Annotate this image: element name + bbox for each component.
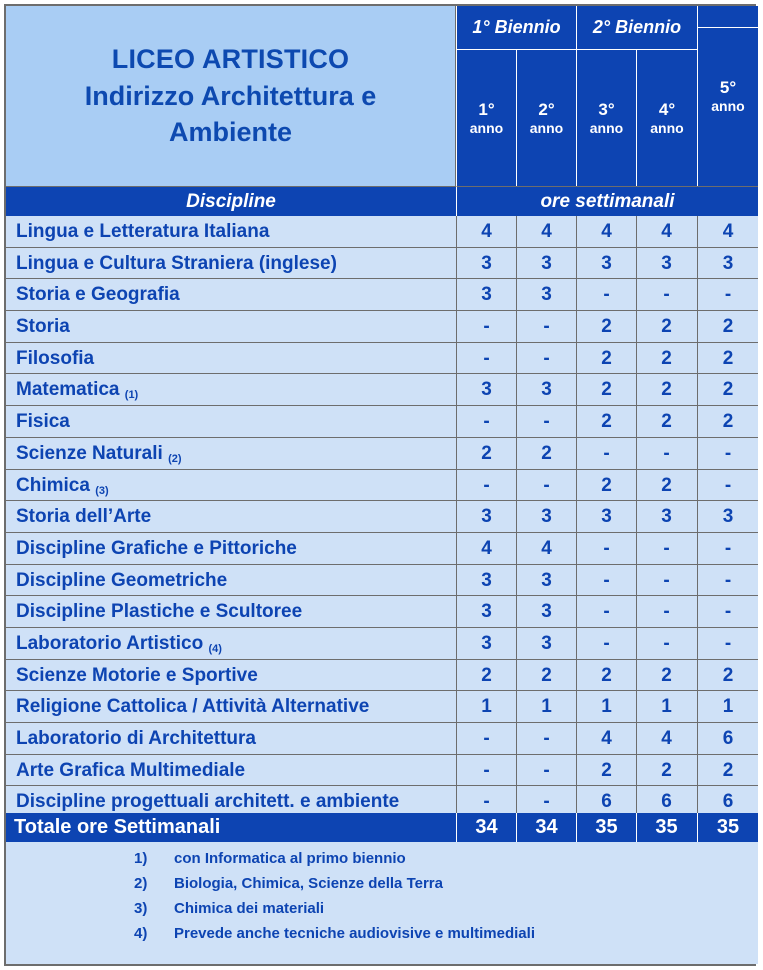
hours-year-1: - xyxy=(456,343,516,374)
subject-name: Laboratorio Artistico $_{(4)}$ xyxy=(16,632,222,655)
year-number: 4° xyxy=(658,100,676,119)
subject-name: Laboratorio di Architettura xyxy=(16,728,256,749)
subject-name: Discipline Plastiche e Scultoree xyxy=(16,601,303,623)
hours-year-2: - xyxy=(516,470,576,501)
hours-year-4: - xyxy=(636,596,696,627)
hours-year-5: 3 xyxy=(697,501,758,532)
hours-year-4: 2 xyxy=(636,660,696,691)
hours-year-3: - xyxy=(576,279,636,310)
footnote xyxy=(134,922,535,946)
year-number: 5° xyxy=(719,78,737,97)
hours-year-3: - xyxy=(576,628,636,659)
disciplines-header: Discipline xyxy=(6,186,456,216)
subject-row xyxy=(6,470,758,502)
hours-year-1: - xyxy=(456,755,516,786)
footnote-number: 3) xyxy=(134,900,148,917)
hours-year-3: 2 xyxy=(576,374,636,405)
hours-year-3: 2 xyxy=(576,470,636,501)
subject-name: Storia dell’Arte xyxy=(16,506,152,528)
hours-year-2: - xyxy=(516,755,576,786)
hours-year-5: 2 xyxy=(697,406,758,437)
hours-year-5: - xyxy=(697,596,758,627)
hours-year-2: 3 xyxy=(516,628,576,659)
total-year-5: 35 xyxy=(697,813,758,842)
hours-year-1: - xyxy=(456,406,516,437)
hours-year-5: 2 xyxy=(697,311,758,342)
hours-year-3: 3 xyxy=(576,248,636,279)
subject-row xyxy=(6,628,758,660)
hours-year-1: - xyxy=(456,470,516,501)
hours-year-3: 1 xyxy=(576,691,636,722)
year-header-3 xyxy=(576,50,636,186)
subject-name: Lingua e Letteratura Italiana xyxy=(16,221,270,242)
subject-row xyxy=(6,216,758,248)
year-label: anno xyxy=(711,98,745,114)
hours-year-2: 3 xyxy=(516,279,576,310)
subject-name: Filosofia xyxy=(16,347,95,369)
subject-name: Lingua e Cultura Straniera (inglese) xyxy=(16,252,337,274)
total-year-3: 35 xyxy=(576,813,636,842)
footnote-text: con Informatica al primo biennio xyxy=(174,850,406,867)
subject-name: Matematica $_{(1)}$ xyxy=(16,379,139,402)
hours-year-4: - xyxy=(636,533,696,564)
hours-year-1: 4 xyxy=(456,533,516,564)
hours-year-2: - xyxy=(516,786,576,817)
hours-year-4: - xyxy=(636,438,696,469)
hours-year-4: - xyxy=(636,628,696,659)
footnote-ref: (3) xyxy=(95,484,109,497)
hours-year-4: 2 xyxy=(636,406,696,437)
year-header-5 xyxy=(697,28,758,186)
footnote xyxy=(134,872,443,896)
hours-year-5: - xyxy=(697,565,758,596)
footnotes xyxy=(6,842,758,964)
hours-year-3: 3 xyxy=(576,501,636,532)
hours-year-3: - xyxy=(576,438,636,469)
subject-name: Religione Cattolica / Attività Alternative xyxy=(16,696,370,718)
hours-year-4: 2 xyxy=(636,470,696,501)
hours-year-3: - xyxy=(576,565,636,596)
year-header-2 xyxy=(516,50,576,186)
hours-year-2: 4 xyxy=(516,216,576,247)
subject-row xyxy=(6,279,758,311)
total-year-1: 34 xyxy=(456,813,516,842)
footnote xyxy=(134,847,406,871)
subject-name: Discipline Grafiche e Pittoriche xyxy=(16,537,297,559)
hours-year-4: 4 xyxy=(636,723,696,754)
hours-year-1: 3 xyxy=(456,501,516,532)
year-header-1 xyxy=(456,50,516,186)
hours-year-3: - xyxy=(576,533,636,564)
subject-row xyxy=(6,723,758,755)
footnote-text: Prevede anche tecniche audiovisive e multimediali xyxy=(174,925,535,942)
hours-year-3: 4 xyxy=(576,216,636,247)
footnote-text: Chimica dei materiali xyxy=(174,900,325,917)
hours-year-2: 4 xyxy=(516,533,576,564)
hours-year-2: 3 xyxy=(516,248,576,279)
year-label: anno xyxy=(650,120,684,136)
second-biennium-header: 2° Biennio xyxy=(576,6,697,50)
total-row xyxy=(6,813,758,842)
subject-row xyxy=(6,343,758,375)
hours-year-2: 2 xyxy=(516,438,576,469)
subject-row xyxy=(6,248,758,280)
hours-year-5: 2 xyxy=(697,374,758,405)
hours-year-2: - xyxy=(516,406,576,437)
subject-row xyxy=(6,501,758,533)
subject-name: Scienze Motorie e Sportive xyxy=(16,664,258,686)
hours-year-1: 3 xyxy=(456,374,516,405)
hours-year-3: 2 xyxy=(576,406,636,437)
subject-name: Discipline progettuali architett. e ambiente xyxy=(16,791,400,813)
hours-year-1: 3 xyxy=(456,628,516,659)
subject-name: Storia xyxy=(16,316,70,338)
subject-row xyxy=(6,596,758,628)
subject-name: Scienze Naturali $_{(2)}$ xyxy=(16,442,182,465)
hours-year-5: 4 xyxy=(697,216,758,247)
year-number: 1° xyxy=(478,100,495,119)
footnote-number: 4) xyxy=(134,925,148,942)
hours-year-4: 4 xyxy=(636,216,696,247)
hours-year-4: - xyxy=(636,279,696,310)
total-label: Totale ore Settimanali xyxy=(14,816,221,838)
hours-year-5: 6 xyxy=(697,723,758,754)
hours-year-5: 1 xyxy=(697,691,758,722)
hours-year-5: 2 xyxy=(697,755,758,786)
hours-year-1: 2 xyxy=(456,660,516,691)
hours-year-3: 2 xyxy=(576,755,636,786)
subject-row xyxy=(6,406,758,438)
track-title-line2: Ambiente xyxy=(168,117,293,147)
year-header-4 xyxy=(636,50,697,186)
hours-year-2: 3 xyxy=(516,565,576,596)
subject-row xyxy=(6,660,758,692)
hours-year-1: - xyxy=(456,311,516,342)
hours-year-5: - xyxy=(697,438,758,469)
subject-row xyxy=(6,438,758,470)
subject-row xyxy=(6,311,758,343)
hours-year-2: 2 xyxy=(516,660,576,691)
subject-row xyxy=(6,691,758,723)
footnote-ref: (2) xyxy=(168,452,182,465)
hours-year-1: - xyxy=(456,786,516,817)
subject-name: Storia e Geografia xyxy=(16,284,180,306)
hours-year-3: 4 xyxy=(576,723,636,754)
hours-year-2: 3 xyxy=(516,501,576,532)
first-biennium-header: 1° Biennio xyxy=(456,6,576,50)
hours-year-1: - xyxy=(456,723,516,754)
title-box xyxy=(6,6,456,186)
hours-year-5: - xyxy=(697,533,758,564)
hours-year-5: 2 xyxy=(697,660,758,691)
year-label: anno xyxy=(469,120,504,136)
hours-year-3: 2 xyxy=(576,311,636,342)
hours-year-4: 6 xyxy=(636,786,696,817)
hours-year-4: 2 xyxy=(636,343,696,374)
curriculum-table xyxy=(4,4,756,966)
hours-year-1: 4 xyxy=(456,216,516,247)
weekly-hours-header: ore settimanali xyxy=(456,186,758,216)
hours-year-1: 3 xyxy=(456,596,516,627)
hours-year-5: 6 xyxy=(697,786,758,817)
hours-year-2: 1 xyxy=(516,691,576,722)
hours-year-3: 2 xyxy=(576,660,636,691)
subject-row xyxy=(6,374,758,406)
footnote-number: 2) xyxy=(134,875,148,892)
hours-year-2: - xyxy=(516,343,576,374)
hours-year-2: - xyxy=(516,723,576,754)
subject-name: Discipline Geometriche xyxy=(16,569,228,591)
subject-row xyxy=(6,755,758,787)
hours-year-1: 3 xyxy=(456,248,516,279)
hours-year-5: - xyxy=(697,279,758,310)
hours-year-4: 2 xyxy=(636,755,696,786)
year-number: 3° xyxy=(598,100,615,119)
footnote-text: Biologia, Chimica, Scienze della Terra xyxy=(174,875,443,892)
subject-name: Arte Grafica Multimediale xyxy=(16,759,246,781)
hours-year-2: 3 xyxy=(516,596,576,627)
total-year-2: 34 xyxy=(516,813,576,842)
hours-year-5: - xyxy=(697,628,758,659)
hours-year-5: 2 xyxy=(697,343,758,374)
subject-name: Fisica xyxy=(16,411,70,433)
hours-year-4: 2 xyxy=(636,374,696,405)
hours-year-1: 2 xyxy=(456,438,516,469)
hours-year-5: - xyxy=(697,470,758,501)
hours-year-4: - xyxy=(636,565,696,596)
year-label: anno xyxy=(589,120,624,136)
fifth-year-header-spacer xyxy=(697,6,758,28)
hours-year-2: 3 xyxy=(516,374,576,405)
track-title xyxy=(6,78,455,150)
hours-year-4: 3 xyxy=(636,501,696,532)
hours-year-4: 2 xyxy=(636,311,696,342)
hours-year-3: 6 xyxy=(576,786,636,817)
subject-row xyxy=(6,533,758,565)
school-title: LICEO ARTISTICO xyxy=(111,44,350,74)
subjects-list xyxy=(6,216,758,818)
hours-year-1: 1 xyxy=(456,691,516,722)
hours-year-4: 3 xyxy=(636,248,696,279)
hours-year-5: 3 xyxy=(697,248,758,279)
footnote-ref: (4) xyxy=(208,642,222,655)
hours-year-2: - xyxy=(516,311,576,342)
subject-row xyxy=(6,565,758,597)
subject-name: Chimica $_{(3)}$ xyxy=(16,474,109,497)
year-label: anno xyxy=(529,120,564,136)
hours-year-4: 1 xyxy=(636,691,696,722)
year-number: 2° xyxy=(538,100,555,119)
hours-year-3: - xyxy=(576,596,636,627)
hours-year-3: 2 xyxy=(576,343,636,374)
footnote-ref: (1) xyxy=(124,389,139,402)
footnote-number: 1) xyxy=(134,850,148,867)
hours-year-1: 3 xyxy=(456,565,516,596)
track-title-line1: Indirizzo Architettura e xyxy=(84,81,377,111)
hours-year-1: 3 xyxy=(456,279,516,310)
total-year-4: 35 xyxy=(636,813,696,842)
footnote xyxy=(134,897,324,921)
